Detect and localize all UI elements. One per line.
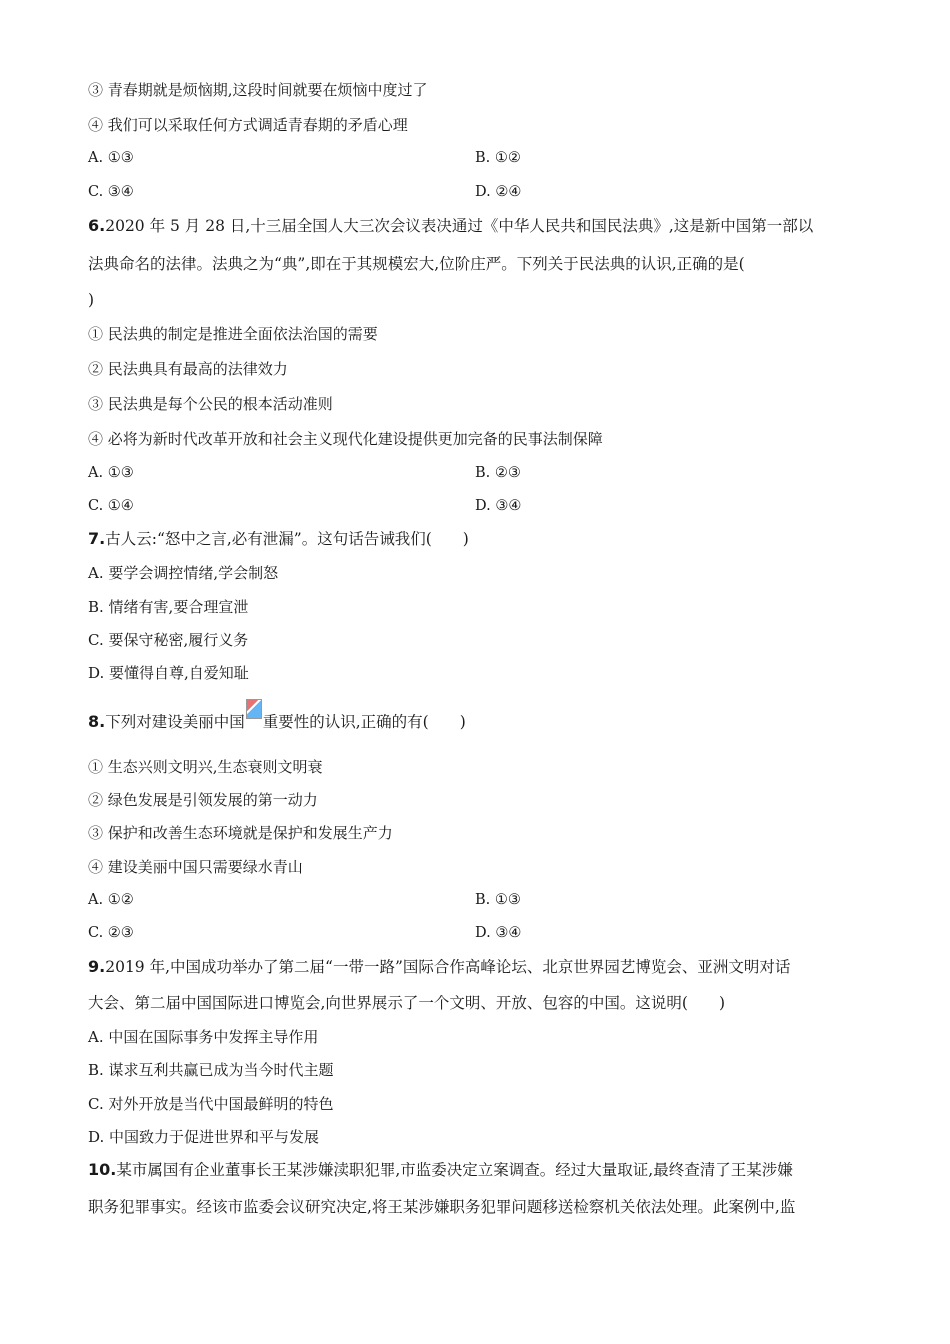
q7-number: 7. bbox=[88, 529, 106, 548]
q10-number: 10. bbox=[88, 1160, 117, 1179]
q6-statement-4: ④ 必将为新时代改革开放和社会主义现代化建设提供更加完备的民事法制保障 bbox=[88, 430, 603, 448]
q10-stem-line-1 bbox=[88, 1160, 793, 1180]
q8-option-c[interactable]: C. ②③ bbox=[88, 925, 134, 941]
q8-option-a[interactable]: A. ①② bbox=[88, 892, 134, 908]
q8-statement-1: ① 生态兴则文明兴,生态衰则文明衰 bbox=[88, 758, 323, 776]
inline-image-icon bbox=[246, 699, 262, 719]
q7-option-c[interactable]: C. 要保守秘密,履行义务 bbox=[88, 631, 249, 649]
q8-statement-2: ② 绿色发展是引领发展的第一动力 bbox=[88, 791, 318, 809]
q5-statement-4: ④ 我们可以采取任何方式调适青春期的矛盾心理 bbox=[88, 116, 408, 134]
q9-option-c[interactable]: C. 对外开放是当代中国最鲜明的特色 bbox=[88, 1095, 334, 1113]
q6-stem-line-2: 法典命名的法律。法典之为“典”,即在于其规模宏大,位阶庄严。下列关于民法典的认识,正确的是( bbox=[88, 255, 745, 273]
q8-text-a: 下列对建设美丽中国 bbox=[105, 713, 245, 731]
q8-option-d[interactable]: D. ③④ bbox=[475, 925, 522, 941]
q7-stem bbox=[88, 529, 469, 549]
q9-option-a[interactable]: A. 中国在国际事务中发挥主导作用 bbox=[88, 1028, 319, 1046]
q6-statement-2: ② 民法典具有最高的法律效力 bbox=[88, 360, 288, 378]
q6-option-c[interactable]: C. ①④ bbox=[88, 498, 134, 514]
q9-option-b[interactable]: B. 谋求互利共赢已成为当今时代主题 bbox=[88, 1061, 334, 1079]
q9-option-d[interactable]: D. 中国致力于促进世界和平与发展 bbox=[88, 1128, 320, 1146]
q6-option-d[interactable]: D. ③④ bbox=[475, 498, 522, 514]
q8-stem bbox=[88, 709, 466, 732]
q8-option-b[interactable]: B. ①③ bbox=[475, 892, 521, 908]
q5-option-d[interactable]: D. ②④ bbox=[475, 184, 522, 200]
q5-statement-3: ③ 青春期就是烦恼期,这段时间就要在烦恼中度过了 bbox=[88, 81, 428, 99]
q8-number: 8. bbox=[88, 712, 106, 731]
q6-option-b[interactable]: B. ②③ bbox=[475, 465, 521, 481]
q8-statement-3: ③ 保护和改善生态环境就是保护和发展生产力 bbox=[88, 824, 393, 842]
q6-statement-3: ③ 民法典是每个公民的根本活动准则 bbox=[88, 395, 333, 413]
q9-stem-line-2: 大会、第二届中国国际进口博览会,向世界展示了一个文明、开放、包容的中国。这说明( ) bbox=[88, 994, 726, 1012]
q5-option-c[interactable]: C. ③④ bbox=[88, 184, 134, 200]
q6-stem-line-1 bbox=[88, 216, 813, 236]
q6-option-a[interactable]: A. ①③ bbox=[88, 465, 134, 481]
q6-stem-line-3: ) bbox=[88, 291, 95, 309]
q7-text: 古人云:“怒中之言,必有泄漏”。这句话告诫我们( ) bbox=[105, 530, 469, 548]
q5-option-b[interactable]: B. ①② bbox=[475, 150, 521, 166]
q6-text-1: 2020 年 5 月 28 日,十三届全国人大三次会议表决通过《中华人民共和国民法典》,这是新中国第一部以 bbox=[105, 217, 814, 235]
q8-statement-4: ④ 建设美丽中国只需要绿水青山 bbox=[88, 858, 303, 876]
q10-stem-line-2: 职务犯罪事实。经该市监委会议研究决定,将王某涉嫌职务犯罪问题移送检察机关依法处理。此案例中,监 bbox=[88, 1198, 796, 1216]
q6-number: 6. bbox=[88, 216, 106, 235]
q7-option-a[interactable]: A. 要学会调控情绪,学会制怒 bbox=[88, 564, 279, 582]
q5-option-a[interactable]: A. ①③ bbox=[88, 150, 134, 166]
q8-text-b: 重要性的认识,正确的有( ) bbox=[262, 713, 466, 731]
q7-option-d[interactable]: D. 要懂得自尊,自爱知耻 bbox=[88, 664, 249, 682]
q10-text-1: 某市属国有企业董事长王某涉嫌渎职犯罪,市监委决定立案调查。经过大量取证,最终查清了王某涉嫌 bbox=[116, 1161, 793, 1179]
q7-option-b[interactable]: B. 情绪有害,要合理宣泄 bbox=[88, 598, 249, 616]
q6-statement-1: ① 民法典的制定是推进全面依法治国的需要 bbox=[88, 325, 378, 343]
q9-text-1: 2019 年,中国成功举办了第二届“一带一路”国际合作高峰论坛、北京世界园艺博览会、亚洲文明对话 bbox=[105, 958, 791, 976]
q9-number: 9. bbox=[88, 957, 106, 976]
q9-stem-line-1 bbox=[88, 957, 790, 977]
